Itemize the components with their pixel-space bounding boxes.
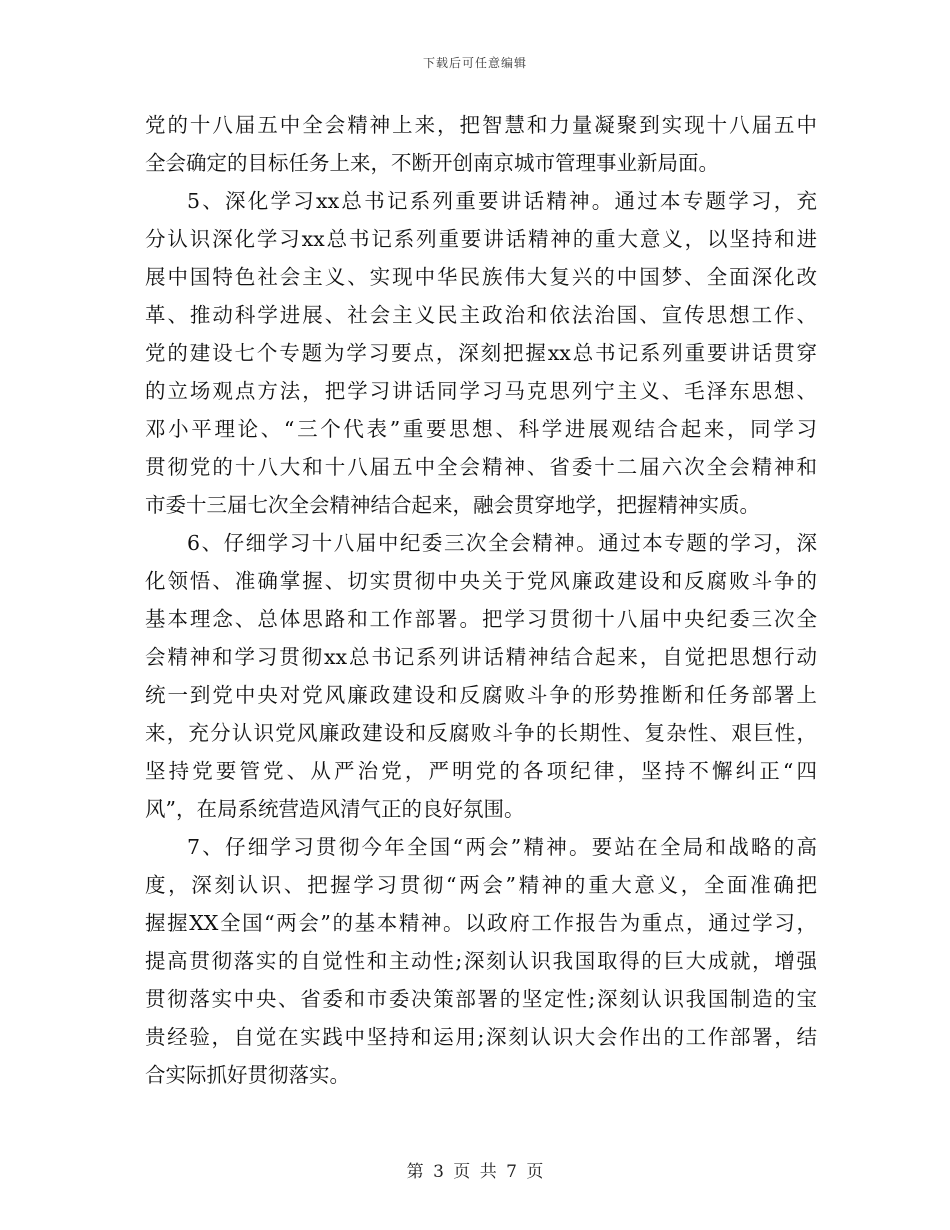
text-line: 全会确定的目标任务上来，不断开创南京城市管理事业新局面。 [145, 151, 719, 175]
text-line: 革、推动科学进展、社会主义民主政治和依法治国、宣传思想工作、 [145, 303, 817, 327]
text-line: 5、深化学习xx总书记系列重要讲话精神。通过本专题学习，充 [187, 189, 817, 213]
text-line: 分认识深化学习xx总书记系列重要讲话精神的重大意义，以坚持和进 [145, 227, 817, 251]
text-line: 统一到党中央对党风廉政建设和反腐败斗争的形势推断和任务部署上 [145, 683, 817, 707]
text-line: 展中国特色社会主义、实现中华民族伟大复兴的中国梦、全面深化改 [145, 265, 817, 289]
text-line: 提高贯彻落实的自觉性和主动性;深刻认识我国取得的巨大成就，增强 [145, 949, 817, 973]
document-body [145, 106, 817, 1094]
text-line: 的立场观点方法，把学习讲话同学习马克思列宁主义、毛泽东思想、 [145, 379, 817, 403]
text-line: 邓小平理论、“三个代表”重要思想、科学进展观结合起来，同学习 [145, 417, 817, 441]
text-line: 握握XX全国“两会”的基本精神。以政府工作报告为重点，通过学习， [145, 911, 817, 935]
text-line: 贵经验，自觉在实践中坚持和运用;深刻认识大会作出的工作部署，结 [145, 1025, 817, 1049]
text-line: 基本理念、总体思路和工作部署。把学习贯彻十八届中央纪委三次全 [145, 607, 817, 631]
text-line: 坚持党要管党、从严治党，严明党的各项纪律，坚持不懈纠正“四 [145, 759, 817, 783]
text-line: 会精神和学习贯彻xx总书记系列讲话精神结合起来，自觉把思想行动 [145, 645, 817, 669]
text-line: 合实际抓好贯彻落实。 [145, 1063, 350, 1087]
text-line: 7、仔细学习贯彻今年全国“两会”精神。要站在全局和战略的高 [187, 835, 817, 859]
text-line: 市委十三届七次全会精神结合起来，融会贯穿地学，把握精神实质。 [145, 493, 760, 517]
text-line: 党的十八届五中全会精神上来，把智慧和力量凝聚到实现十八届五中 [145, 113, 817, 137]
text-line: 化领悟、准确掌握、切实贯彻中央关于党风廉政建设和反腐败斗争的 [145, 569, 817, 593]
text-line: 6、仔细学习十八届中纪委三次全会精神。通过本专题的学习，深 [187, 531, 817, 555]
text-line: 来，充分认识党风廉政建设和反腐败斗争的长期性、复杂性、艰巨性， [145, 721, 817, 745]
page-header-note: 下载后可任意编辑 [422, 56, 527, 70]
page-number-footer: 第 3 页 共 7 页 [406, 1162, 544, 1182]
text-line: 党的建设七个专题为学习要点，深刻把握xx总书记系列重要讲话贯穿 [145, 341, 817, 365]
text-line: 风”，在局系统营造风清气正的良好氛围。 [145, 797, 525, 821]
text-line: 度，深刻认识、把握学习贯彻“两会”精神的重大意义，全面准确把 [145, 873, 817, 897]
text-line: 贯彻党的十八大和十八届五中全会精神、省委十二届六次全会精神和 [145, 455, 817, 479]
text-line: 贯彻落实中央、省委和市委决策部署的坚定性;深刻认识我国制造的宝 [145, 987, 817, 1011]
